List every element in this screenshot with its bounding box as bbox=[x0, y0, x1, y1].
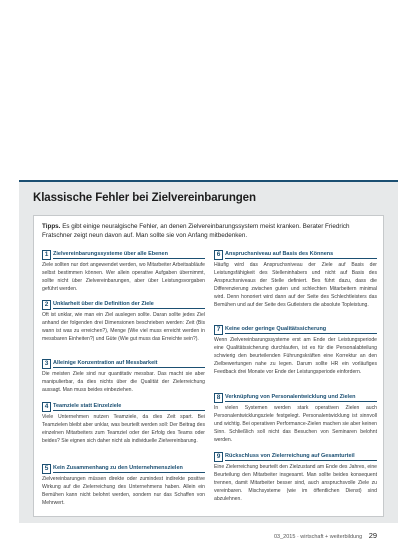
item-number: 8 bbox=[214, 393, 223, 403]
info-box bbox=[19, 180, 398, 523]
box-content bbox=[33, 215, 384, 517]
item-title: Teamziele statt Einzelziele bbox=[53, 403, 205, 411]
issue-label: 03_2015 · wirtschaft + weiterbildung bbox=[274, 534, 363, 540]
page-footer bbox=[274, 531, 377, 540]
item-number: 4 bbox=[42, 402, 51, 412]
tipps-lead: Tipps. bbox=[42, 223, 61, 230]
item-title: Zielvereinbarungssysteme über alle Ebenen bbox=[53, 251, 205, 259]
item-text: Die meisten Ziele sind nur quantitativ messbar. Das macht sie aber manipulierbar, da dies nichts über die Qualität der Zielerreichung aussagt. Man muss beides einbeziehen. bbox=[42, 371, 205, 393]
item-number: 2 bbox=[42, 300, 51, 310]
tipps-intro bbox=[42, 223, 378, 241]
tipps-text: Es gibt einige neuralgische Fehler, an denen Zielvereinbarungssystem meist kranken. Berater Friedrich Fratschner zeigt neun davon auf. Man sollte sie von Anfang mitbedenken. bbox=[42, 223, 350, 239]
item-number: 6 bbox=[214, 250, 223, 260]
item-number: 7 bbox=[214, 325, 223, 335]
item-number: 1 bbox=[42, 250, 51, 260]
item-title: Rückschluss von Zielerreichung auf Gesamturteil bbox=[225, 453, 377, 461]
list-item bbox=[42, 250, 205, 294]
list-item bbox=[214, 250, 377, 309]
item-title: Keine oder geringe Qualitätssicherung bbox=[225, 326, 377, 334]
item-title: Unklarheit über die Definition der Ziele bbox=[53, 301, 205, 309]
list-item bbox=[214, 325, 377, 377]
item-text: In vielen Systemen werden stark operativen Zielen auch Personalentwicklungsziele festgelegt. Personalentwicklung ist sinnvoll und wichtig. Bei operativen Performance-Zielen machen sie aber keinen Sinn. Schließlich soll nicht das Besuchen von Seminaren belohnt werden. bbox=[214, 405, 377, 443]
list-item bbox=[42, 300, 205, 344]
item-text: Häufig wird das Anspruchsniveau der Ziele auf Basis der Leistungsfähigkeit des Stelleninhabers und nicht auf Basis des Anspruchsniveaus der Stelle definiert. Bes führt dazu, dass die Differenzierung zwischen guten und schlechten Mitarbeitern minimal wird. Denn honoriert wird dann auf der Seite des Schlechtleisters das Bemühen und auf der Seite des Gutleisters die absolute Topleistung. bbox=[214, 262, 377, 308]
list-item bbox=[214, 452, 377, 504]
item-text: Wenn Zielvereinbarungssysteme erst am Ende der Leistungsperiode eine Qualitätssicherung durchlaufen, ist es für die Personalabteilung schwierig den beurteilenden Führungskräften eine Korrektur an den Zielbewertungen nahe zu legen. Darum sollte HR ein vorläufiges Feedback drei Monate vor Ende der Leistungsperiode einfordern. bbox=[214, 337, 377, 375]
list-item bbox=[214, 393, 377, 445]
item-title: Alleinige Konzentration auf Messbarkeit bbox=[53, 360, 205, 368]
item-number: 3 bbox=[42, 359, 51, 369]
list-item bbox=[42, 359, 205, 395]
item-title: Verknüpfung von Personalentwicklung und Zielen bbox=[225, 394, 377, 402]
list-item bbox=[42, 402, 205, 446]
page-number: 29 bbox=[368, 531, 378, 540]
item-text: Zielvereinbarungen müssen direkte oder zumindest indirekte positive Wirkung auf die Zielerreichung des Unternehmens haben. Allein ein Bemühen kann nicht belohnt werden, sondern nur das Schaffen von Mehrwert. bbox=[42, 476, 205, 506]
item-text: Viele Unternehmen nutzen Teamziele, da dies Zeit spart. Bei Teamzielen bleibt aber unklar, was beurteilt werden soll: Der Beitrag des einzelnen Mitarbeiters zum Teamziel oder der Erfolg des Teams oder beides? Sie eignen sich daher nicht als individuelle Zielvereinbarung. bbox=[42, 414, 205, 444]
box-title: Klassische Fehler bei Zielvereinbarungen bbox=[33, 192, 256, 204]
item-number: 5 bbox=[42, 464, 51, 474]
list-item bbox=[42, 464, 205, 508]
item-text: Eine Zielerreichung beurteilt den Zielzustand am Ende des Jahres, eine Beurteilung den Mitarbeiter insgesamt. Man sollte beides konsequent trennen, damit Mitarbeiter besser sind, auch anspruchsvolle Ziele zu vereinbaren. Mischsysteme (wie im öffentlichen Dienst) sind abzulehnen. bbox=[214, 464, 377, 502]
item-number: 9 bbox=[214, 452, 223, 462]
item-title: Anspruchsniveau auf Basis des Könnens bbox=[225, 251, 377, 259]
item-title: Kein Zusammenhang zu den Unternehmenszielen bbox=[53, 465, 205, 473]
item-text: Oft ist unklar, wie man ein Ziel auslegen sollte. Daran sollte jedes Ziel anhand der folgenden drei Dimensionen beschrieben werden: Zeit (Bis wann ist was zu erreichen?), Menge (Wie viel muss erreicht werden in messbaren Einheiten?) und Güte (Wie gut muss das Erreichte sein?). bbox=[42, 312, 205, 342]
item-text: Ziele sollten nur dort angewendet werden, wo Mitarbeiter Arbeitsabläufe selbst bestimmen können. Wer allein operative Aufgaben übernimmt, sollte nicht über Zielvereinbarungen, aber über Leistungsvorgaben geführt werden. bbox=[42, 262, 205, 292]
